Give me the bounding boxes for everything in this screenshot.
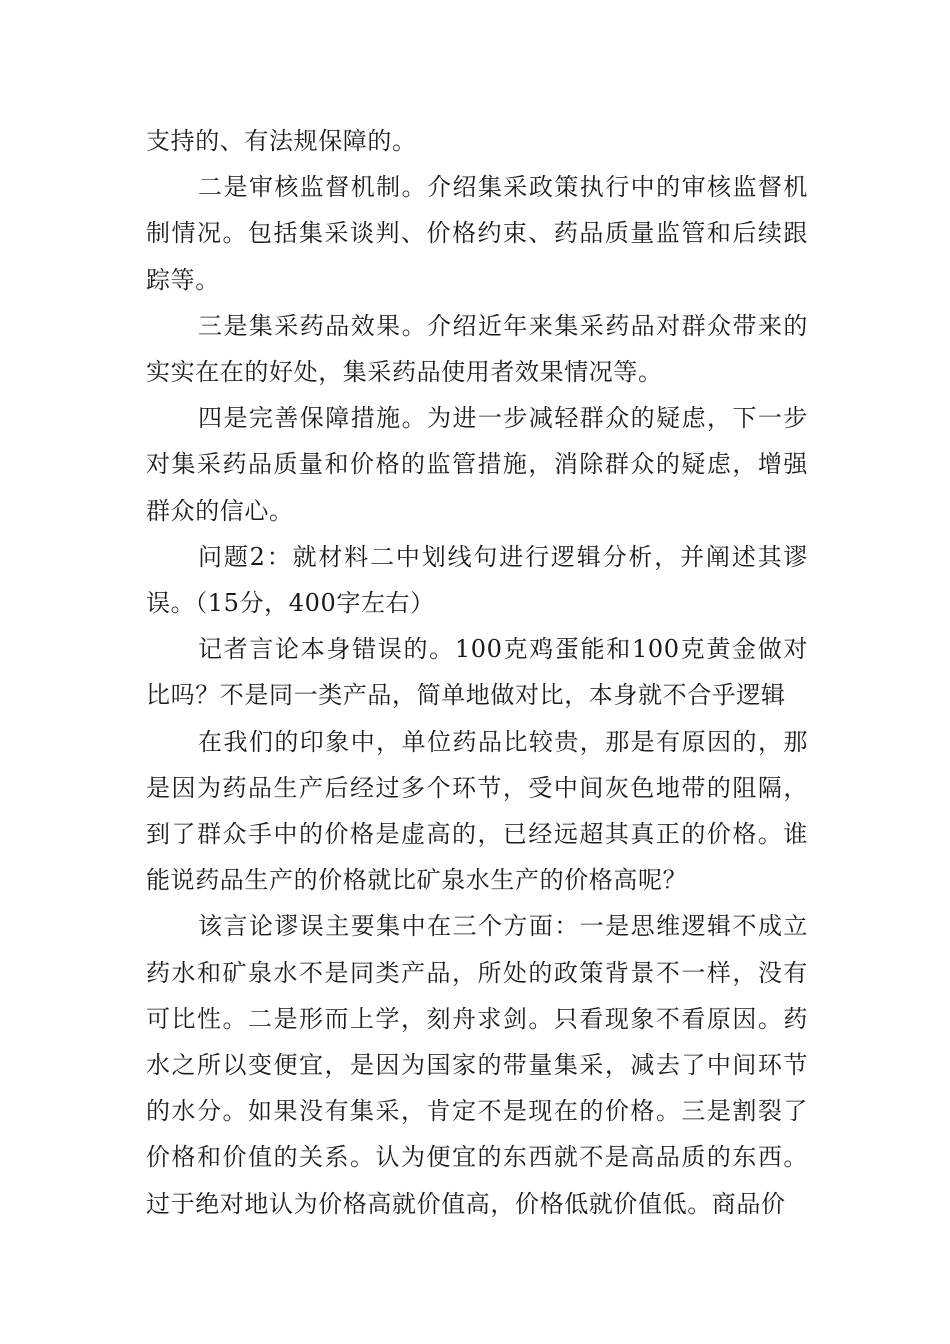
document-body [146,118,808,1227]
paragraph-reporter-statement: 记者言论本身错误的。100克鸡蛋能和100克黄金做对比吗？不是同一类产品，简单地做对比，本身就不合乎逻辑 [146,635,808,710]
paragraph-procurement-effect: 三是集采药品效果。介绍近年来集采药品对群众带来的实实在在的好处，集采药品使用者效果情况等。 [146,311,808,387]
paragraph-drug-price-impression: 在我们的印象中，单位药品比较贵，那是有原因的，那是因为药品生产后经过多个环节，受中间灰色地带的阻隔，到了群众手中的价格是虚高的，已经远超其真正的价格。谁能说药品生产的价格就比矿泉水生产的价格高呢？ [146,727,808,895]
paragraph-safeguard-measures: 四是完善保障措施。为进一步减轻群众的疑虑，下一步对集采药品质量和价格的监管措施，消除群众的疑虑，增强群众的信心。 [146,404,808,525]
paragraph-continuation: 支持的、有法规保障的。 [146,127,417,155]
paragraph-question-2: 问题2：就材料二中划线句进行逻辑分析，并阐述其谬误。（15分，400字左右） [146,542,808,618]
paragraph-audit-supervision: 二是审核监督机制。介绍集采政策执行中的审核监督机制情况。包括集采谈判、价格约束、药品质量监管和后续跟踪等。 [146,173,808,294]
paragraph-fallacy-analysis: 该言论谬误主要集中在三个方面：一是思维逻辑不成立药水和矿泉水不是同类产品，所处的政策背景不一样，没有可比性。二是形而上学，刻舟求剑。只看现象不看原因。药水之所以变便宜，是因为国家的带量集采，减去了中间环节的水分。如果没有集采，肯定不是现在的价格。三是割裂了价格和价值的关系。认为便宜的东西就不是高品质的东西。过于绝对地认为价格高就价值高，价格低就价值低。商品价 [146,912,808,1218]
